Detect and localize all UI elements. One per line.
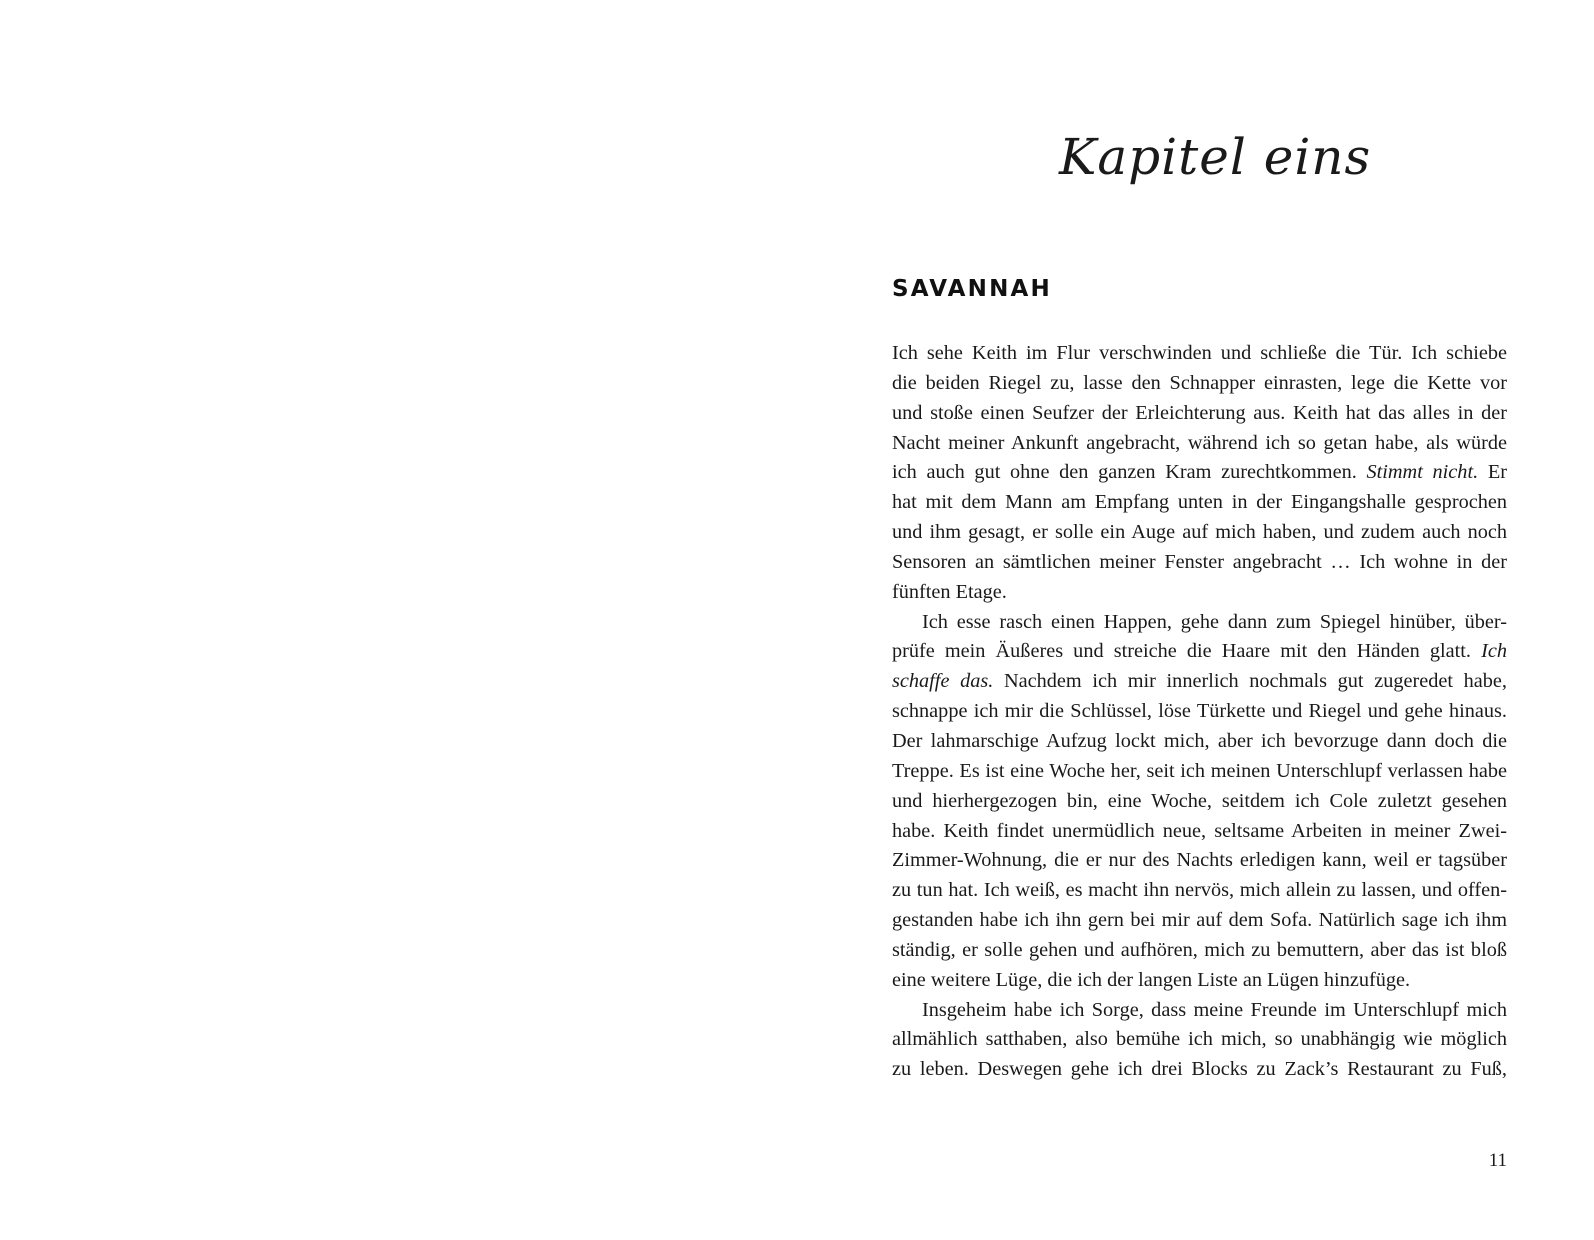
body-text [892,339,1507,1085]
text-line: fünften Etage. [892,580,1007,603]
text-segment: Nachdem ich mir innerlich nochmals gut zugeredet habe, [1003,670,1507,693]
text-line: die beiden Riegel zu, lasse den Schnapper einrasten, lege die Kette vor [892,371,1507,394]
text-line: Ich sehe Keith im Flur verschwinden und schließe die Tür. Ich schiebe [892,342,1507,364]
text-line: und hierhergezogen bin, eine Woche, seitdem ich Cole zuletzt gesehen [892,789,1507,812]
text-line: gestanden habe ich ihn gern bei mir auf dem Sofa. Natürlich sage ich ihm [892,909,1507,932]
text-line: Zimmer-Wohnung, die er nur des Nachts erledigen kann, weil er tagsüber [892,849,1507,872]
emphasis-text: Stimmt nicht. [1366,461,1479,484]
text-line: eine weitere Lüge, die ich der langen Liste an Lügen hinzufüge. [892,968,1411,991]
text-line: und ihm gesagt, er solle ein Auge auf mich haben, und zudem auch noch [892,521,1507,544]
text-line [892,667,1507,697]
text-segment: Er [1487,461,1507,484]
chapter-title: Kapitel eins [1059,128,1372,186]
text-line: hat mit dem Mann am Empfang unten in der Eingangshalle gesprochen [892,491,1507,514]
emphasis-text: schaffe das. [892,670,994,693]
text-line: Ich esse rasch einen Happen, gehe dann zum Spiegel hinüber, über- [922,610,1507,633]
text-segment: ich auch gut ohne den ganzen Kram zurechtkommen. [892,461,1357,484]
right-page [797,0,1594,1240]
text-line: zu leben. Deswegen gehe ich drei Blocks zu Zack’s Restaurant zu Fuß, [892,1058,1507,1081]
text-line: schnappe ich mir die Schlüssel, löse Türkette und Riegel und gehe hinaus. [892,700,1507,723]
text-line: ständig, er solle gehen und aufhören, mich zu bemuttern, aber das ist bloß [892,938,1507,961]
text-line: und stoße einen Seufzer der Erleichterung aus. Keith hat das alles in der [892,401,1507,424]
text-line: Insgeheim habe ich Sorge, dass meine Freunde im Unterschlupf mich [922,998,1507,1021]
pov-heading: SAVANNAH [892,276,1052,302]
text-line: zu tun hat. Ich weiß, es macht ihn nervös, mich allein zu lassen, und offen- [892,879,1507,902]
text-line: allmählich satthaben, also bemühe ich mich, so unabhängig wie möglich [892,1028,1507,1051]
text-line: habe. Keith findet unermüdlich neue, seltsame Arbeiten in meiner Zwei- [892,819,1507,842]
text-line: Sensoren an sämtlichen meiner Fenster angebracht … Ich wohne in der [892,550,1507,573]
emphasis-text: Ich [1481,640,1507,663]
text-line: Der lahmarschige Aufzug lockt mich, aber ich bevorzuge dann doch die [892,729,1507,752]
text-line: Treppe. Es ist eine Woche her, seit ich meinen Unterschlupf verlassen habe [892,759,1507,782]
page-number: 11 [1488,1150,1507,1171]
text-line [892,458,1507,488]
text-segment: prüfe mein Äußeres und streiche die Haare mit den Händen glatt. [892,640,1471,663]
text-line: Nacht meiner Ankunft angebracht, während ich so getan habe, als würde [892,431,1507,454]
text-line [892,637,1507,667]
